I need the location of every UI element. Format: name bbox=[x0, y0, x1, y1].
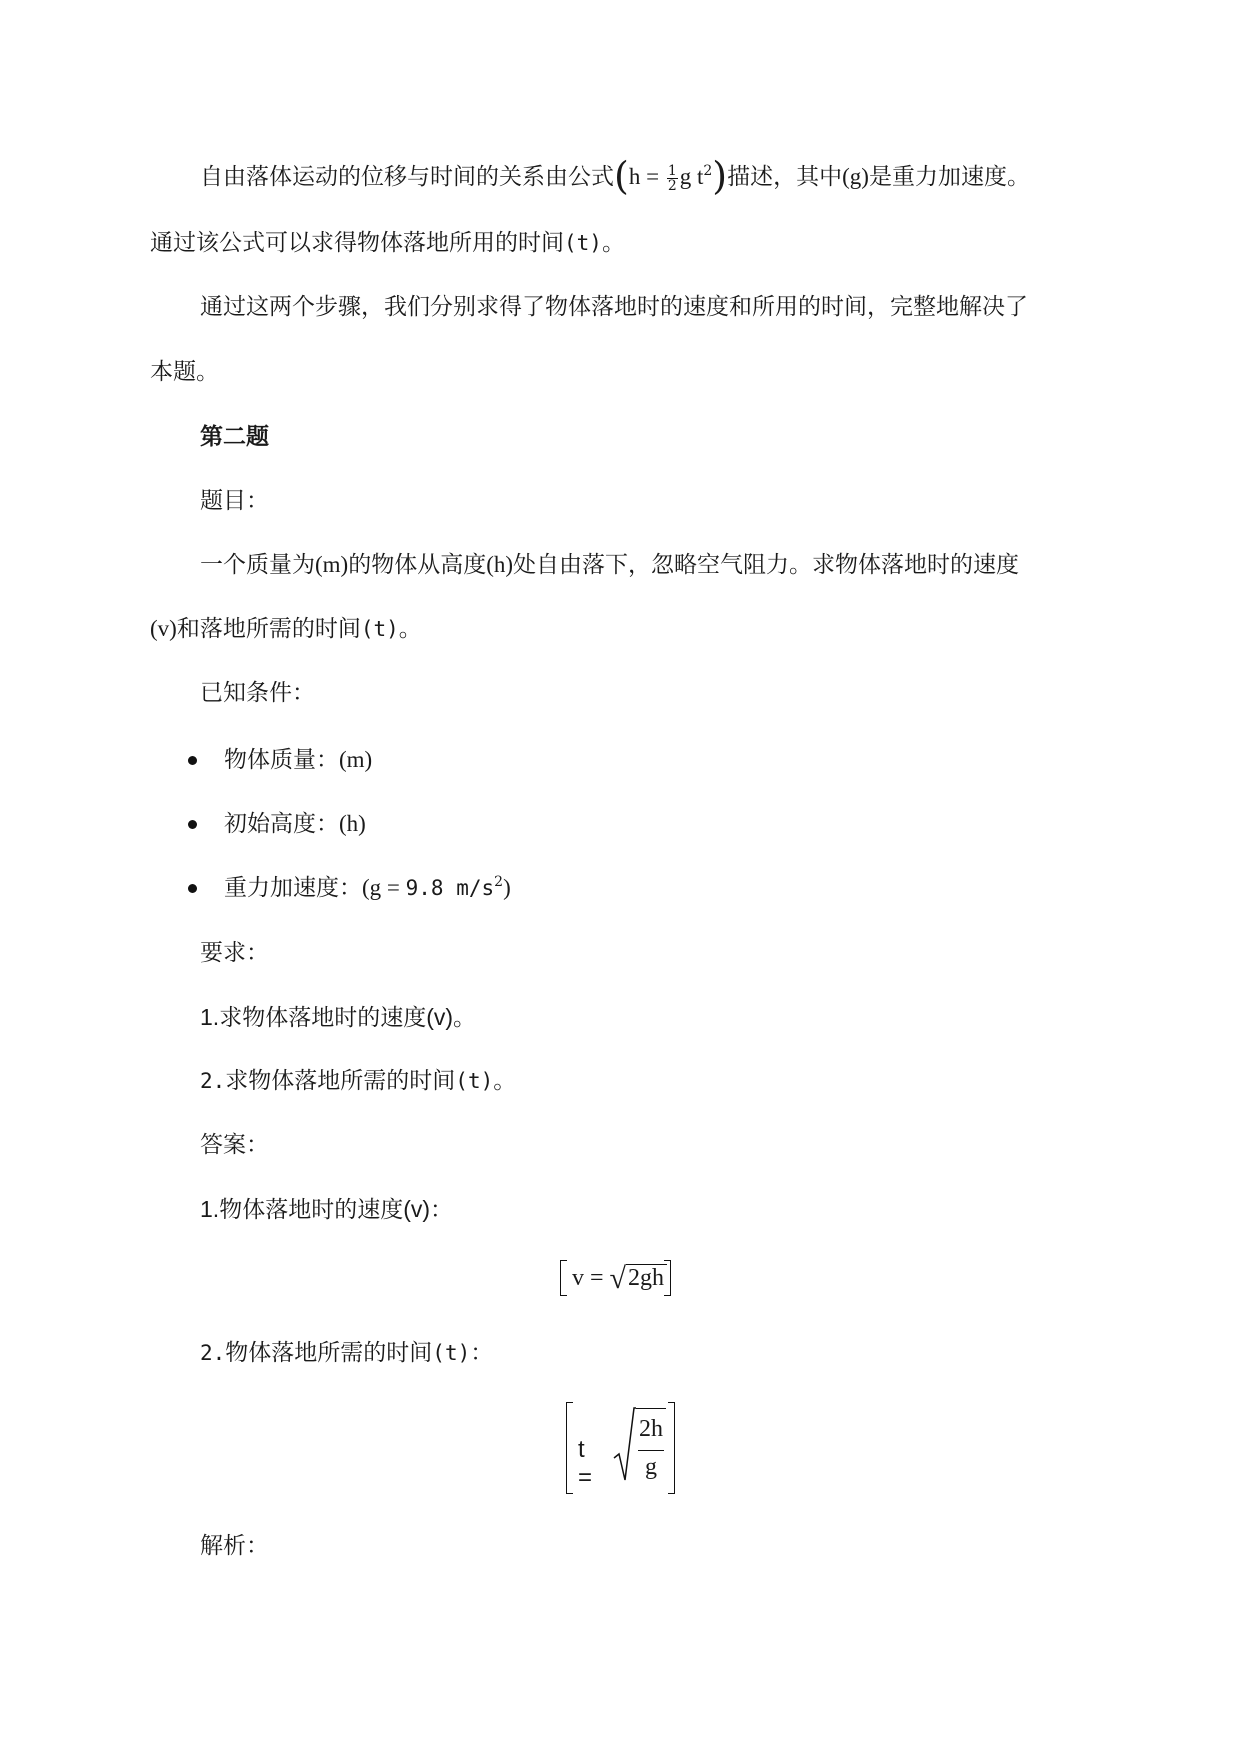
text: 。 bbox=[453, 1005, 477, 1031]
text: 描述，其中 bbox=[727, 164, 843, 190]
label-answer: 答案： bbox=[200, 1132, 269, 1158]
exponent: 2 bbox=[494, 874, 504, 890]
var-h: (h) bbox=[486, 552, 514, 577]
formula-rhs: g t bbox=[679, 164, 704, 189]
text: 和落地所需的时间 bbox=[176, 616, 361, 642]
paragraph-line: 本题。 bbox=[150, 359, 219, 385]
item-number: 2. bbox=[200, 1069, 226, 1093]
known-value: (g = bbox=[362, 875, 406, 900]
label-analysis: 解析： bbox=[200, 1533, 269, 1559]
text: 是重力加速度。 bbox=[868, 164, 1030, 190]
formula-lhs: h = bbox=[628, 164, 665, 189]
known-label: 初始高度： bbox=[224, 811, 339, 837]
text: 。 bbox=[601, 230, 625, 256]
item-number: 1. bbox=[200, 1004, 220, 1030]
var-g: (g) bbox=[842, 164, 869, 189]
question-line bbox=[200, 549, 1019, 581]
known-label: 物体质量： bbox=[224, 747, 339, 773]
section-heading: 第二题 bbox=[200, 423, 269, 450]
radical-bar bbox=[636, 1408, 666, 1409]
known-item bbox=[224, 808, 366, 840]
text: 。 bbox=[493, 1068, 517, 1094]
formula-velocity bbox=[572, 1262, 667, 1296]
text: ： bbox=[470, 1340, 494, 1366]
var-t: (t) bbox=[455, 1069, 494, 1093]
bracket-right bbox=[668, 1402, 675, 1494]
answer-item bbox=[200, 1337, 493, 1369]
fraction-denominator: 2 bbox=[667, 177, 677, 194]
requirement-item bbox=[200, 1065, 516, 1097]
radical-sign bbox=[612, 1406, 636, 1486]
bracket-left bbox=[566, 1402, 573, 1494]
fraction-denominator: g bbox=[645, 1454, 657, 1480]
text: ： bbox=[430, 1197, 454, 1223]
known-value: (m) bbox=[339, 747, 373, 772]
var-t: (t) bbox=[432, 1341, 471, 1365]
radical-sign: √ bbox=[609, 1262, 627, 1295]
var-t: (t) bbox=[564, 231, 602, 255]
fraction-bar bbox=[638, 1450, 664, 1451]
fraction-half bbox=[667, 164, 678, 193]
text: 处自由落下，忽略空气阻力。求物体落地时的速度 bbox=[513, 552, 1020, 578]
var-v: (v) bbox=[426, 1004, 454, 1030]
text: 自由落体运动的位移与时间的关系由公式 bbox=[200, 164, 614, 190]
text: 一个质量为 bbox=[200, 552, 315, 578]
paragraph-formula-line bbox=[200, 154, 1030, 198]
paragraph-line: 通过这两个步骤，我们分别求得了物体落地时的速度和所用的时间，完整地解决了 bbox=[200, 294, 1028, 320]
label-question: 题目： bbox=[200, 488, 269, 514]
open-paren: ( bbox=[614, 154, 629, 198]
known-item bbox=[224, 744, 372, 776]
exponent: 2 bbox=[703, 163, 713, 179]
bracket-right bbox=[664, 1260, 671, 1296]
text: 物体落地所需的时间 bbox=[225, 1340, 433, 1366]
text: 的物体从高度 bbox=[348, 552, 487, 578]
var-m: (m) bbox=[315, 552, 349, 577]
var-v: (v) bbox=[150, 616, 177, 641]
label-known: 已知条件： bbox=[200, 680, 315, 706]
label-requirements: 要求： bbox=[200, 940, 269, 966]
bracket-left bbox=[560, 1260, 567, 1296]
text: 求物体落地所需的时间 bbox=[225, 1068, 456, 1094]
text: 物体落地时的速度 bbox=[219, 1197, 404, 1223]
answer-item bbox=[200, 1193, 453, 1226]
text: 通过该公式可以求得物体落地所用的时间 bbox=[150, 230, 564, 256]
text: 求物体落地时的速度 bbox=[219, 1005, 427, 1031]
known-value-number: 9.8 m/s bbox=[405, 876, 495, 900]
known-label: 重力加速度： bbox=[224, 875, 362, 901]
fraction-numerator: 2h bbox=[639, 1416, 663, 1442]
known-item bbox=[224, 872, 511, 904]
known-value: (h) bbox=[339, 811, 366, 836]
formula-lhs: v = bbox=[572, 1265, 610, 1291]
item-number: 2. bbox=[200, 1341, 226, 1365]
bullet-dot bbox=[188, 820, 197, 829]
paragraph-line bbox=[150, 227, 625, 259]
close-paren: ) bbox=[503, 875, 511, 900]
bullet-dot bbox=[188, 756, 197, 765]
text: 。 bbox=[398, 616, 422, 642]
close-paren: ) bbox=[712, 154, 728, 198]
requirement-item bbox=[200, 1001, 476, 1034]
formula-lhs: t = bbox=[578, 1436, 593, 1491]
var-v: (v) bbox=[403, 1196, 431, 1222]
question-line bbox=[150, 613, 422, 645]
bullet-dot bbox=[188, 884, 197, 893]
var-t: (t) bbox=[360, 617, 399, 641]
radicand: 2gh bbox=[626, 1264, 667, 1292]
item-number: 1. bbox=[200, 1196, 220, 1222]
fraction-numerator: 1 bbox=[667, 162, 677, 179]
